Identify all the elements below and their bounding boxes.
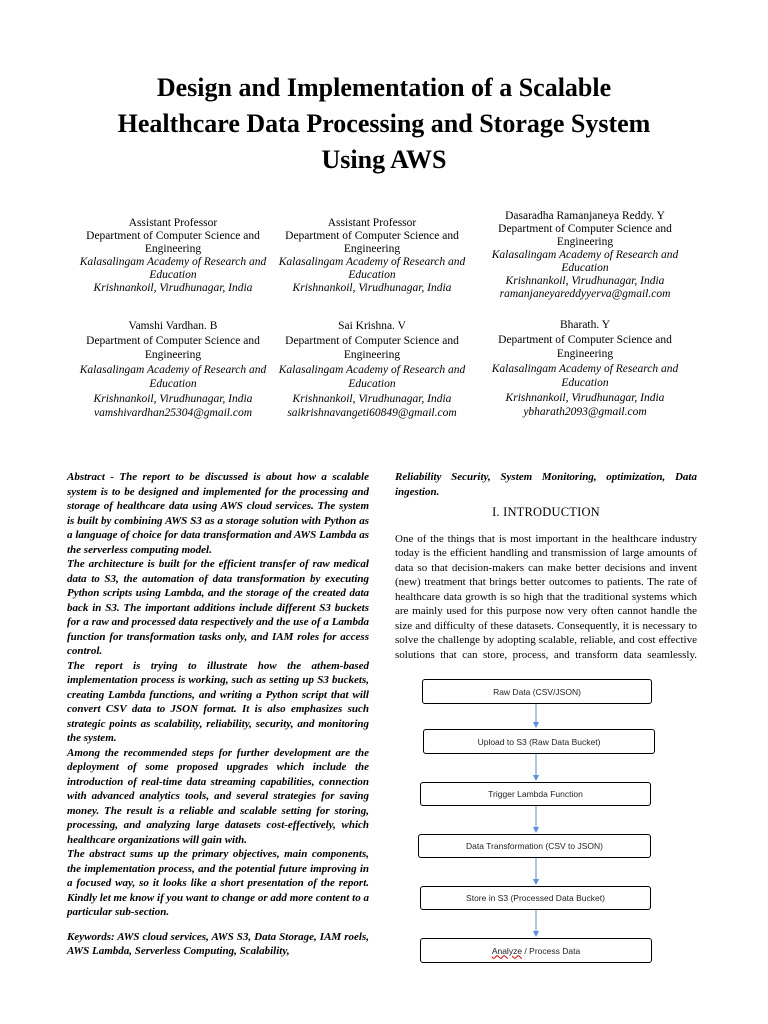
- author-block-3: [487, 210, 683, 301]
- author-name: Dasaradha Ramanjaneya Reddy. Y: [505, 210, 665, 222]
- flow-step-upload-s3: Upload to S3 (Raw Data Bucket): [423, 729, 655, 754]
- author-email: saikrishnavangeti60849@gmail.com: [287, 407, 457, 419]
- title-line: Design and Implementation of a Scalable: [156, 73, 612, 102]
- keywords: Keywords: AWS cloud services, AWS S3, Data Storage, IAM roels, AWS Lambda, Serverless Computing, Scalability,: [67, 930, 369, 957]
- flow-step-store-processed: Store in S3 (Processed Data Bucket): [420, 886, 651, 910]
- author-dept: Department of Computer Science and Engineering: [498, 223, 672, 248]
- author-dept: Department of Computer Science and Engineering: [285, 230, 459, 255]
- author-role: Assistant Professor: [128, 217, 218, 229]
- author-name: Sai Krishna. V: [338, 320, 406, 332]
- title-line: Healthcare Data Processing and Storage System: [117, 109, 651, 138]
- right-column: [395, 470, 697, 662]
- author-name: Vamshi Vardhan. B: [128, 320, 218, 332]
- flow-step-raw-data: Raw Data (CSV/JSON): [422, 679, 652, 704]
- author-email: ybharath2093@gmail.com: [523, 406, 647, 418]
- abstract-paragraph: The report is trying to illustrate how the athem-based implementation process is working, such as setting up S3 buckets, creating Lambda functions, and writing a Python script that will convert CSV data to JSON format. It is also emphasizes such strategic points as scalability, reliability, security, and monitoring the system.: [67, 659, 369, 744]
- author-block-5: [274, 319, 470, 421]
- author-role: Assistant Professor: [327, 217, 417, 229]
- author-dept: Department of Computer Science and Engineering: [86, 334, 260, 361]
- author-location: Krishnankoil, Virudhunagar, India: [505, 275, 665, 287]
- flow-step-analyze-rest: / Process Data: [522, 945, 581, 956]
- introduction-text: One of the things that is most important in the healthcare industry today is the efficient handling and transmission of large amounts of data so that decision-makers can make better decisions and invent (new) treatment that brings better outcomes to patients. The rate of healthcare data growth is so high that the traditional systems which are mainly used for this purpose now very often cannot handle the size and difficulty of these datasets. Consequently, it is necessary to solve the challenge by adopting scalable, reliable, and cost effective solutions that can store, process, and transform data seamlessly.: [395, 532, 697, 661]
- author-block-1: [75, 217, 271, 295]
- flow-step-analyze-word: Analyze: [491, 945, 523, 956]
- author-institution: Kalasalingam Academy of Research and Education: [491, 362, 679, 389]
- flow-step-transformation: Data Transformation (CSV to JSON): [418, 834, 651, 858]
- paper-title: [60, 70, 708, 178]
- author-location: Krishnankoil, Virudhunagar, India: [505, 391, 665, 404]
- author-institution: Kalasalingam Academy of Research and Education: [491, 249, 679, 274]
- author-institution: Kalasalingam Academy of Research and Education: [278, 256, 466, 281]
- author-location: Krishnankoil, Virudhunagar, India: [93, 282, 253, 294]
- abstract-section: [67, 470, 369, 959]
- author-institution: Kalasalingam Academy of Research and Education: [79, 256, 267, 281]
- author-institution: Kalasalingam Academy of Research and Education: [79, 363, 267, 390]
- abstract-paragraph: The architecture is built for the efficient transfer of raw medical data to S3, the automation of data transformation by executing Python scripts using Lambda, and the storage of the created data back in S3. The important additions include different S3 buckets for a raw and processed data respectively and the use of a Lambda function for transformation tasks only, and IAM roles for access control.: [67, 558, 369, 657]
- abstract-paragraph: Abstract - The report to be discussed is about how a scalable system is to be designed and implemented for the processing and storage of healthcare data using AWS cloud services. The system is built by combining AWS S3 as a storage solution with Python as a language of choice for data transformation and AWS Lambda as the serverless computing model.: [67, 471, 369, 556]
- abstract-paragraph: Among the recommended steps for further development are the deployment of some proposed upgrades which include the introduction of real-time data streaming capabilities, connection with advanced analytics tools, and several strategies for saving money. The result is a reliable and scalable setting for storing, processing, and analyzing large datasets cost-effectively, which healthcare organizations will gain with.: [67, 746, 369, 846]
- section-heading-introduction: I. INTRODUCTION: [492, 505, 600, 519]
- title-line: Using AWS: [321, 145, 447, 174]
- author-name: Bharath. Y: [559, 319, 611, 331]
- author-block-6: [487, 318, 683, 420]
- author-dept: Department of Computer Science and Engineering: [498, 333, 672, 360]
- flowchart-arrows: [395, 672, 695, 972]
- author-block-4: [75, 319, 271, 421]
- flow-step-trigger-lambda: Trigger Lambda Function: [420, 782, 651, 806]
- abstract-paragraph: The abstract sums up the primary objectives, main components, the implementation process, and the potential future improving in a focused way, so it looks like a short presentation of the report. Kindly let me know if you want to change or add more content to a particular sub-section.: [67, 848, 369, 918]
- flowchart: [395, 672, 695, 972]
- author-location: Krishnankoil, Virudhunagar, India: [93, 392, 253, 405]
- author-email: vamshivardhan25304@gmail.com: [93, 407, 253, 419]
- flow-step-analyze: [420, 938, 652, 963]
- author-dept: Department of Computer Science and Engineering: [86, 230, 260, 255]
- author-dept: Department of Computer Science and Engineering: [285, 334, 459, 361]
- author-institution: Kalasalingam Academy of Research and Education: [278, 363, 466, 390]
- author-location: Krishnankoil, Virudhunagar, India: [292, 392, 452, 405]
- author-block-2: [274, 217, 470, 295]
- author-email: ramanjaneyareddyyerva@gmail.com: [499, 288, 671, 300]
- author-location: Krishnankoil, Virudhunagar, India: [292, 282, 452, 294]
- keywords-continued: Reliability Security, System Monitoring, optimization, Data ingestion.: [395, 471, 697, 498]
